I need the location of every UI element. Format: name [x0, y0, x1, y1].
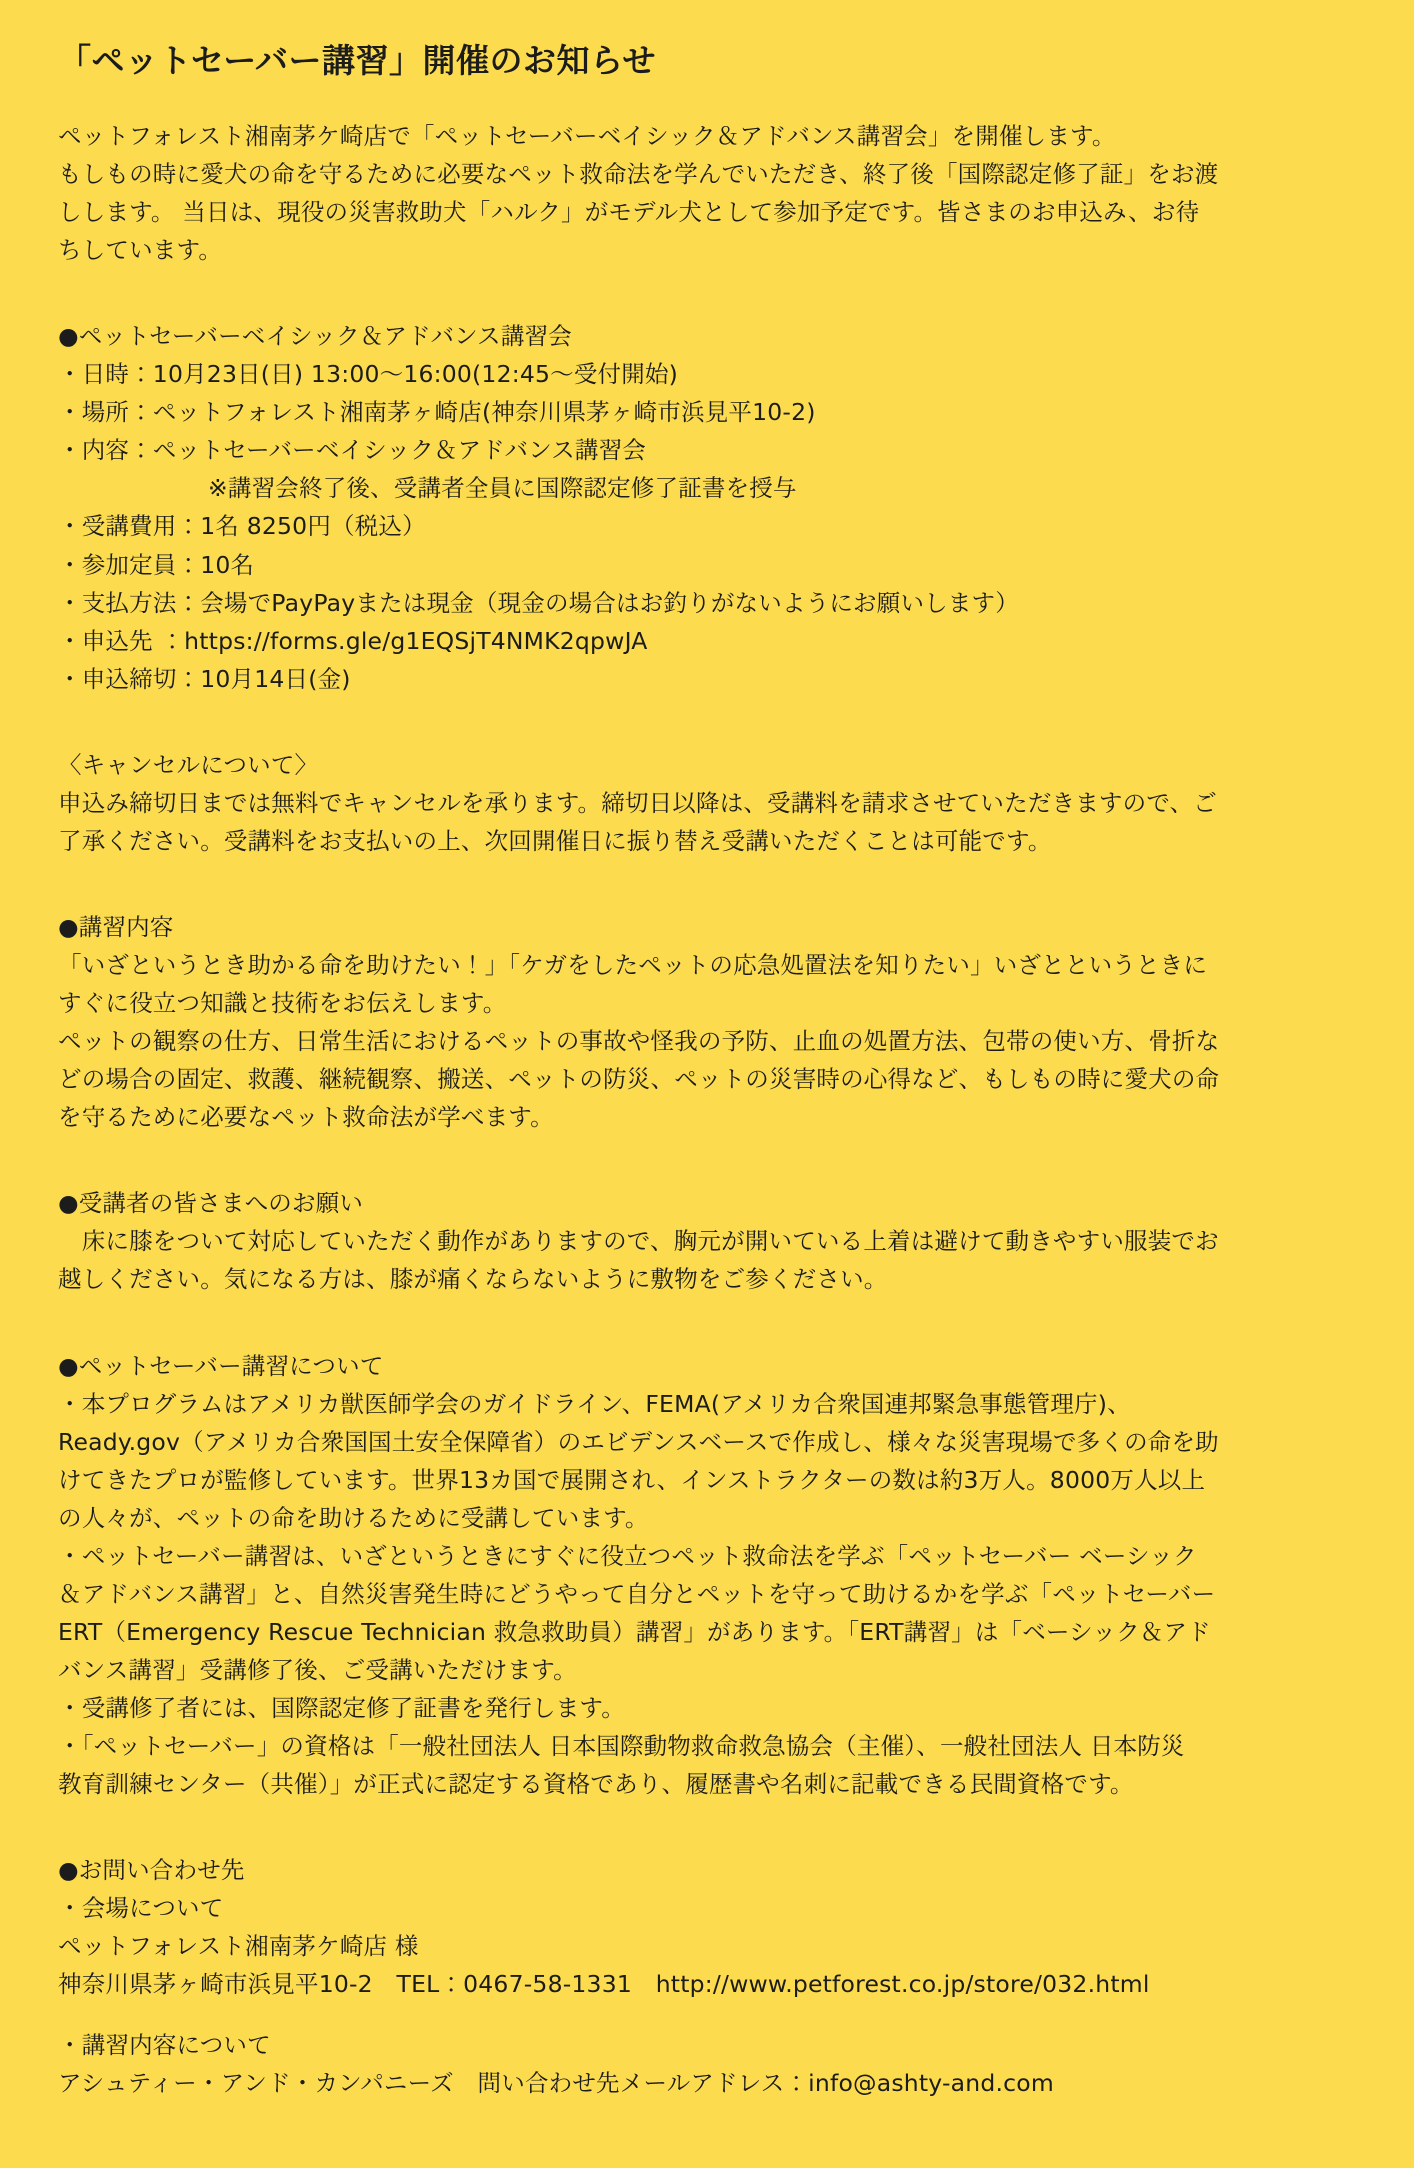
- detail-application-url[interactable]: ・申込先 ：https://forms.gle/g1EQSjT4NMK2qpwJA: [58, 626, 648, 655]
- contact-venue-address[interactable]: 神奈川県茅ヶ崎市浜見平10-2 TEL：0467-58-1331 http://www.petforest.co.jp/store/032.html: [58, 1970, 1150, 1999]
- intro-line: ちしています。: [58, 236, 223, 265]
- body-line: どの場合の固定、救護、継続観察、搬送、ペットの防災、ペットの災害時の心得など、もしもの時に愛犬の命: [58, 1065, 1220, 1094]
- spacer: [58, 1325, 1354, 1347]
- section-course-overview: [58, 317, 1354, 698]
- body-line: を守るために必要なペット救命法が学べます。: [58, 1103, 554, 1132]
- contact-venue-name: ペットフォレスト湘南茅ケ崎店 様: [58, 1932, 419, 1961]
- body-line: 「いざというとき助かる命を助けたい！」「ケガをしたペットの応急処置法を知りたい」いざとというときに: [58, 951, 1208, 980]
- body-line: ・受講修了者には、国際認定修了証書を発行します。: [58, 1694, 625, 1723]
- detail-capacity: ・参加定員：10名: [58, 550, 255, 579]
- body-line: けてきたプロが監修しています。世界13カ国で展開され、インストラクターの数は約3万人。8000万人以上: [58, 1465, 1206, 1494]
- detail-deadline: ・申込締切：10月14日(金): [58, 664, 351, 693]
- section-course-content: [58, 908, 1354, 1136]
- detail-datetime: ・日時：10月23日(日) 13:00〜16:00(12:45〜受付開始): [58, 360, 679, 389]
- intro-line: しします。 当日は、現役の災害救助犬「ハルク」がモデル犬として参加予定です。皆さまのお申込み、お待: [58, 198, 1200, 227]
- section-heading: 〈キャンセルについて〉: [58, 750, 319, 779]
- body-line: ・本プログラムはアメリカ獣医師学会のガイドライン、FEMA(アメリカ合衆国連邦緊急事態管理庁)、: [58, 1389, 1131, 1418]
- contact-course-email[interactable]: アシュティー・アンド・カンパニーズ 問い合わせ先メールアドレス：info@ashty-and.com: [58, 2068, 1054, 2097]
- page-title: 「ペットセーバー講習」開催のお知らせ: [58, 41, 657, 80]
- detail-content: ・内容：ペットセーバーベイシック＆アドバンス講習会: [58, 436, 647, 465]
- detail-venue: ・場所：ペットフォレスト湘南茅ヶ崎店(神奈川県茅ヶ崎市浜見平10-2): [58, 398, 816, 427]
- section-about-petsaver: [58, 1347, 1354, 1804]
- body-line: の人々が、ペットの命を助けるために受講しています。: [58, 1503, 649, 1532]
- body-line: 了承ください。受講料をお支払いの上、次回開催日に振り替え受講いただくことは可能です。: [58, 826, 1052, 855]
- intro-line: ペットフォレスト湘南茅ケ崎店で「ペットセーバーベイシック＆アドバンス講習会」を開催します。: [58, 121, 1116, 150]
- intro-line: もしもの時に愛犬の命を守るために必要なペット救命法を学んでいただき、終了後「国際認定修了証」をお渡: [58, 159, 1219, 188]
- spacer: [58, 886, 1354, 908]
- body-line: ERT（Emergency Rescue Technician 救急救助員）講習」があります。「ERT講習」は「ベーシック＆アド: [58, 1617, 1211, 1646]
- section-heading: ●講習内容: [58, 912, 174, 941]
- spacer: [58, 2004, 1354, 2026]
- detail-note: ※講習会終了後、受講者全員に国際認定修了証書を授与: [208, 474, 797, 503]
- spacer: [58, 724, 1354, 746]
- body-line: Ready.gov（アメリカ合衆国国土安全保障省）のエビデンスベースで作成し、様々な災害現場で多くの命を助: [58, 1427, 1219, 1456]
- intro-paragraph: [58, 117, 1354, 269]
- body-line: ＆アドバンス講習」と、自然災害発生時にどうやって自分とペットを守って助けるかを学ぶ「ペットセーバー: [58, 1579, 1216, 1608]
- section-heading: ●ペットセーバー講習について: [58, 1351, 384, 1380]
- contact-course-label: ・講習内容について: [58, 2030, 271, 2059]
- body-line: バンス講習」受講修了後、ご受講いただけます。: [58, 1656, 577, 1685]
- body-line: 申込み締切日までは無料でキャンセルを承ります。締切日以降は、受講料を請求させていただきますので、ご: [58, 788, 1217, 817]
- section-heading: ●受講者の皆さまへのお願い: [58, 1189, 364, 1218]
- body-line: 越しください。気になる方は、膝が痛くならないように敷物をご参ください。: [58, 1265, 888, 1294]
- spacer: [58, 1829, 1354, 1851]
- spacer: [58, 295, 1354, 317]
- body-line: 床に膝をついて対応していただく動作がありますので、胸元が開いている上着は避けて動きやすい服装でお: [58, 1227, 1219, 1256]
- section-cancellation: [58, 746, 1354, 860]
- contact-venue-label: ・会場について: [58, 1894, 224, 1923]
- detail-payment: ・支払方法：会場でPayPayまたは現金（現金の場合はお釣りがないようにお願いします）: [58, 588, 1019, 617]
- section-participant-request: [58, 1184, 1354, 1298]
- body-line: ・「ペットセーバー」の資格は「一般社団法人 日本国際動物救命救急協会（主催）、一般社団法人 日本防災: [58, 1732, 1185, 1761]
- section-heading: ●お問い合わせ先: [58, 1856, 245, 1885]
- detail-fee: ・受講費用：1名 8250円（税込）: [58, 512, 426, 541]
- section-heading: ●ペットセーバーベイシック＆アドバンス講習会: [58, 322, 572, 351]
- body-line: 教育訓練センター（共催）」が正式に認定する資格であり、履歴書や名刺に記載できる民間資格です。: [58, 1770, 1134, 1799]
- body-line: すぐに役立つ知識と技術をお伝えします。: [58, 989, 507, 1018]
- body-line: ペットの観察の仕方、日常生活におけるペットの事故や怪我の予防、止血の処置方法、包帯の使い方、骨折な: [58, 1027, 1220, 1056]
- section-contact: [58, 1851, 1354, 2101]
- spacer: [58, 1162, 1354, 1184]
- body-line: ・ペットセーバー講習は、いざというときにすぐに役立つペット救命法を学ぶ「ペットセーバー ベーシック: [58, 1541, 1197, 1570]
